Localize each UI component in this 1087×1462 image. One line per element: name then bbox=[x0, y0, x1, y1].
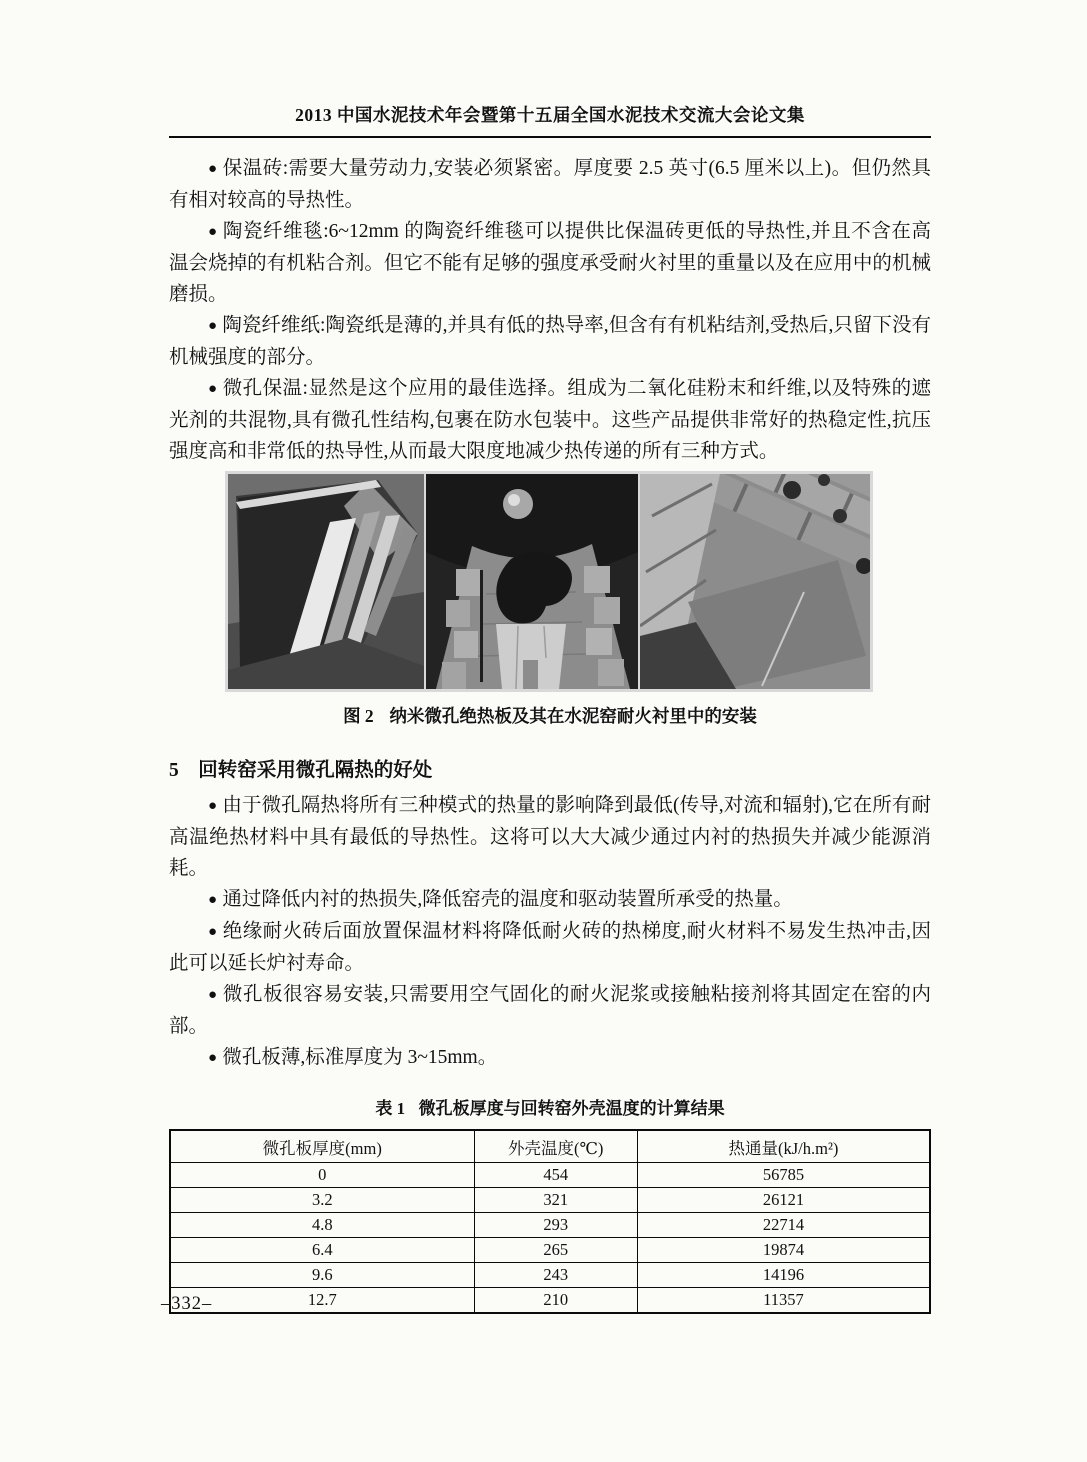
bullet-marker-icon: ● bbox=[208, 798, 218, 814]
bullet-paragraph-thin-board bbox=[169, 1042, 931, 1074]
table-title-text: 微孔板厚度与回转窑外壳温度的计算结果 bbox=[418, 1099, 725, 1118]
bullet-marker-icon: ● bbox=[208, 892, 218, 908]
table-row bbox=[170, 1213, 930, 1238]
materials-bullet-list bbox=[169, 153, 931, 467]
cell-thickness: 9.6 bbox=[170, 1263, 474, 1288]
section-heading bbox=[169, 754, 931, 782]
bullet-marker-icon: ● bbox=[208, 987, 218, 1003]
cell-temperature: 265 bbox=[474, 1238, 637, 1263]
column-header-thickness: 微孔板厚度(mm) bbox=[170, 1130, 474, 1163]
cell-heat-flux: 22714 bbox=[637, 1213, 930, 1238]
bullet-paragraph-ceramic-fiber-blanket bbox=[169, 216, 931, 310]
table-row bbox=[170, 1288, 930, 1314]
results-table bbox=[169, 1129, 931, 1314]
paragraph-text: 微孔保温:显然是这个应用的最佳选择。组成为二氧化硅粉末和纤维,以及特殊的遮光剂的共混物,具有微孔性结构,包裹在防水包装中。这些产品提供非常好的热稳定性,抗压强度高和非常低的热导性,从而最大限度地减少热传递的所有三种方式。 bbox=[169, 378, 932, 462]
bullet-paragraph-thermal-gradient bbox=[169, 916, 931, 979]
figure-2 bbox=[169, 471, 931, 728]
bullet-paragraph-lower-shell-temperature bbox=[169, 884, 931, 916]
table-label: 表 1 bbox=[375, 1099, 406, 1118]
paragraph-text: 陶瓷纤维毯:6~12mm 的陶瓷纤维毯可以提供比保温砖更低的导热性,并且不含在高温会烧掉的有机粘合剂。但它不能有足够的强度承受耐火衬里的重量以及在应用中的机械磨损。 bbox=[169, 221, 931, 305]
paragraph-text: 保温砖:需要大量劳动力,安装必须紧密。厚度要 2.5 英寸(6.5 厘米以上)。但仍然具有相对较高的导热性。 bbox=[169, 158, 932, 211]
cell-heat-flux: 56785 bbox=[637, 1163, 930, 1188]
bullet-marker-icon: ● bbox=[208, 161, 218, 177]
table-row bbox=[170, 1163, 930, 1188]
cell-heat-flux: 19874 bbox=[637, 1238, 930, 1263]
table-header-row bbox=[170, 1130, 930, 1163]
kiln-interior-lining-installation-photo bbox=[426, 474, 638, 689]
cell-temperature: 210 bbox=[474, 1288, 637, 1314]
column-header-shell-temperature: 外壳温度(℃) bbox=[474, 1130, 637, 1163]
bullet-marker-icon: ● bbox=[208, 224, 218, 240]
cell-heat-flux: 14196 bbox=[637, 1263, 930, 1288]
bullet-marker-icon: ● bbox=[208, 318, 218, 334]
paragraph-text: 微孔板薄,标准厚度为 3~15mm。 bbox=[222, 1047, 498, 1068]
bullet-paragraph-lowest-conductivity bbox=[169, 790, 931, 884]
paragraph-text: 由于微孔隔热将所有三种模式的热量的影响降到最低(传导,对流和辐射),它在所有耐高温绝热材料中具有最低的导热性。这将可以大大减少通过内衬的热损失并减少能源消耗。 bbox=[169, 795, 931, 879]
section-title: 回转窑采用微孔隔热的好处 bbox=[198, 760, 433, 781]
paragraph-text: 微孔板很容易安装,只需要用空气固化的耐火泥浆或接触粘接剂将其固定在窑的内部。 bbox=[169, 984, 931, 1037]
page-content bbox=[169, 102, 931, 1314]
table-row bbox=[170, 1188, 930, 1213]
section-number: 5 bbox=[169, 760, 179, 781]
benefits-bullet-list bbox=[169, 790, 931, 1074]
conference-proceedings-title: 2013 中国水泥技术年会暨第十五届全国水泥技术交流大会论文集 bbox=[295, 105, 805, 125]
bullet-paragraph-easy-installation bbox=[169, 979, 931, 1042]
cell-thickness: 3.2 bbox=[170, 1188, 474, 1213]
paragraph-text: 绝缘耐火砖后面放置保温材料将降低耐火砖的热梯度,耐火材料不易发生热冲击,因此可以延长炉衬寿命。 bbox=[169, 921, 931, 974]
table-row bbox=[170, 1238, 930, 1263]
bullet-marker-icon: ● bbox=[208, 1050, 218, 1066]
cell-temperature: 321 bbox=[474, 1188, 637, 1213]
cell-temperature: 243 bbox=[474, 1263, 637, 1288]
figure-caption bbox=[169, 703, 931, 728]
microporous-insulation-boards-photo bbox=[228, 474, 424, 689]
cell-heat-flux: 26121 bbox=[637, 1188, 930, 1213]
cell-thickness: 0 bbox=[170, 1163, 474, 1188]
bullet-paragraph-insulating-brick bbox=[169, 153, 931, 216]
bullet-paragraph-microporous-insulation bbox=[169, 373, 931, 467]
paragraph-text: 陶瓷纤维纸:陶瓷纸是薄的,并具有低的热导率,但含有有机粘结剂,受热后,只留下没有机械强度的部分。 bbox=[169, 315, 931, 368]
cell-thickness: 6.4 bbox=[170, 1238, 474, 1263]
page-header bbox=[169, 102, 931, 138]
page-number: –332– bbox=[161, 1294, 213, 1314]
header-rule bbox=[169, 136, 931, 138]
figure-caption-text: 纳米微孔绝热板及其在水泥窑耐火衬里中的安装 bbox=[389, 706, 757, 726]
figure-label: 图 2 bbox=[343, 706, 374, 726]
bullet-marker-icon: ● bbox=[208, 924, 218, 940]
refractory-brick-lining-photo bbox=[640, 474, 870, 689]
table-title bbox=[169, 1094, 931, 1119]
paragraph-text: 通过降低内衬的热损失,降低窑壳的温度和驱动装置所承受的热量。 bbox=[222, 889, 793, 910]
figure-photos-strip bbox=[225, 471, 873, 692]
cell-thickness: 12.7 bbox=[170, 1288, 474, 1314]
bullet-marker-icon: ● bbox=[208, 381, 218, 397]
table-row bbox=[170, 1263, 930, 1288]
cell-temperature: 293 bbox=[474, 1213, 637, 1238]
bullet-paragraph-ceramic-fiber-paper bbox=[169, 310, 931, 373]
cell-heat-flux: 11357 bbox=[637, 1288, 930, 1314]
cell-thickness: 4.8 bbox=[170, 1213, 474, 1238]
cell-temperature: 454 bbox=[474, 1163, 637, 1188]
column-header-heat-flux: 热通量(kJ/h.m²) bbox=[637, 1130, 930, 1163]
